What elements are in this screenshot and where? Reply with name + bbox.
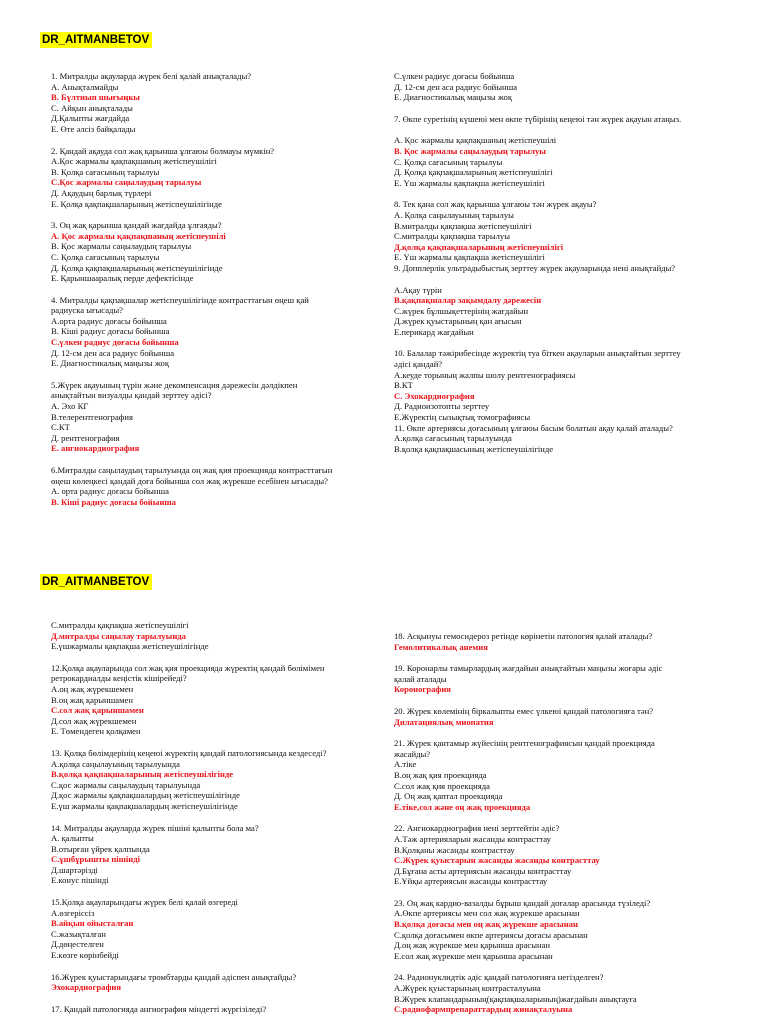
question-line: E. Үш жармалы қақпақша жетіспеушілігі: [394, 252, 545, 263]
question-block: [51, 146, 381, 210]
question-line: B. Кіші радиус доғасы бойынша: [51, 326, 170, 337]
page2-left-column: [51, 620, 381, 1014]
question-block: [51, 380, 381, 454]
question-line: E.перикард жағдайын: [394, 326, 474, 337]
question-line: B.Жүрек клапандарының(қақпақшаларының)жағдайын анықтауға: [394, 993, 637, 1004]
question-block: [394, 348, 754, 422]
question-line: A. Эхо КГ: [51, 401, 89, 412]
question-line: 23. Оң жақ кардио-вазалды бұрыш қандай доғалар арасында түзіледі?: [394, 897, 651, 908]
answer-highlight: Д.митралды саңылау тарылуында: [51, 630, 186, 641]
page2-right-column: [394, 631, 754, 1015]
question-line: E. Қарыншааралық перде дефектісінде: [51, 273, 194, 284]
answer-highlight: C.сол жақ қарыншамен: [51, 705, 144, 716]
question-block: [394, 210, 754, 274]
question-line: Д.дөңестелген: [51, 939, 104, 950]
question-line: B.оң жақ қарыншамен: [51, 694, 133, 705]
question-line: 22. Ангиокардиография нені зерттейтін әдіс?: [394, 823, 560, 834]
question-line: A.Тәж артерияларын жасанды контрасттау: [394, 833, 551, 844]
question-line: ретрокардиалды кеңістік кішірейеді?: [51, 673, 187, 684]
question-line: C. Айқын анықталады: [51, 102, 133, 113]
question-block: [394, 135, 754, 188]
question-line: E. Үш жармалы қақпақша жетіспеушілігі: [394, 177, 545, 188]
question-line: A. Қолқа саңылауының тарылуы: [394, 209, 514, 220]
question-line: 13. Қолқа бөлімдерінің кеңеюі жүректің қандай патологиясында кездеседі?: [51, 747, 327, 758]
question-line: 18. Асқынуы гемосидероз ретінде көрінетін патология қалай аталады?: [394, 631, 653, 641]
question-block: [394, 71, 754, 103]
question-line: Д. Радиоизотопты зерттеу: [394, 401, 490, 412]
question-line: 2. Қандай ақауда сол жақ қарынша ұлғаюы болмауы мүмкін?: [51, 145, 275, 156]
question-line: A.орта радиус доғасы бойынша: [51, 315, 167, 326]
question-line: Д. Ақаудың барлық түрлері: [51, 187, 152, 198]
question-line: A.кеуде торының жалпы шолу рентгенографиясы: [394, 369, 576, 380]
question-line: 10. Балалар тәжірибесінде жүректің туа біткен ақауларын анықтайтын зерттеу: [394, 348, 681, 359]
answer-highlight: C.ұшбұрышты пішінді: [51, 854, 140, 865]
question-block: [394, 631, 754, 652]
question-block: [394, 423, 754, 455]
question-line: A.Ақау түрін: [394, 284, 442, 295]
question-line: Д. рентгенография: [51, 432, 120, 443]
question-line: B.КТ: [394, 380, 413, 391]
question-line: 14. Митралды ақауларда жүрек пішіні қалыпты бола ма?: [51, 822, 259, 833]
question-line: E.үшжармалы қақпақша жетіспеушілігінде: [51, 641, 209, 652]
question-block: [394, 706, 754, 727]
answer-highlight: E.тіке,сол және оң жақ проекцияда: [394, 801, 531, 812]
question-line: 6.Митралды саңылаудың тарылуында оң жақ қия проекцияда контрасттағын: [51, 465, 333, 475]
question-line: C.қолқа доғасымен өкпе артериясы доғасы арасынан: [394, 929, 588, 940]
question-line: A.өзгеріссіз: [51, 907, 95, 918]
question-line: E.үш жармалы қақпақшалардың жетіспеушілігінде: [51, 800, 238, 811]
question-line: 8. Тек қана сол жақ қарынша ұлғаюы тән жүрек ақауы?: [394, 199, 597, 210]
question-block: [394, 114, 754, 125]
question-line: B.митралды қақпақша жетіспеушілігі: [394, 220, 532, 231]
question-line: 12.Қолқа ақауларында сол жақ қия проекцияда жүректің қандай бөлімімен: [51, 662, 325, 673]
question-line: анықтайтын визуалды қандай зерттеу әдісі?: [51, 390, 212, 401]
question-block: [51, 823, 381, 887]
question-line: E.конус пішінді: [51, 875, 109, 886]
question-line: E. Диагностикалық маңызы жоқ: [51, 358, 170, 369]
question-line: Д. Қолқа қақпақшаларының жетіспеушілігі: [394, 167, 553, 178]
answer-highlight: B.айқын ойысталған: [51, 918, 134, 929]
question-line: өңеш көлеңкесі қандай доға бойынша сол жақ жүрекше есебінен ығысады?: [51, 475, 328, 486]
question-line: E. Өте әлсіз байқалады: [51, 123, 136, 134]
page1-right-column: [394, 71, 754, 454]
question-line: E. Төмендеген қолқамен: [51, 726, 141, 737]
answer-highlight: B.қақпақшалар зақымдалу дәрежесін: [394, 295, 542, 306]
question-line: C.жазықталған: [51, 928, 106, 939]
question-line: C.үлкен радиус доғасы бойынша: [394, 71, 515, 81]
question-line: Д.оң жақ жүрекше мен қарынша арасынан: [394, 940, 550, 951]
question-line: B.Қолқаны жасанды контрасттау: [394, 844, 515, 855]
question-block: [394, 738, 754, 812]
question-block: [51, 295, 381, 369]
question-line: 9. Допплерлік ультрадыбыстық зерттеу жүрек ақауларында нені анықтайды?: [394, 262, 676, 273]
question-block: [51, 663, 381, 737]
answer-highlight: E. ангиокардиография: [51, 443, 140, 454]
question-line: A. Анықталмайды: [51, 81, 119, 92]
question-line: 17. Қандай патологияда ангиография міндетті жүргізіледі?: [51, 1003, 267, 1014]
question-block: [51, 897, 381, 961]
question-line: A.қолқа саңылауының тарылуында: [51, 758, 180, 769]
question-line: C.жүрек бұлшықеттерінің жағдайын: [394, 305, 529, 316]
question-line: B.оң жақ қия проекцияда: [394, 769, 487, 780]
question-line: A.оң жақ жүрекшемен: [51, 683, 134, 694]
question-line: Д. Қолқа қақпақшаларының жетіспеушілігінде: [51, 262, 223, 273]
question-line: B.отырған үйрек қалпында: [51, 843, 150, 854]
answer-highlight: Гемолитикалық анемия: [394, 641, 488, 652]
question-line: 20. Жүрек көлемінің біркалыпты емес үлкеюі қандай патологияға тән?: [394, 705, 654, 716]
question-block: [51, 972, 381, 993]
question-line: E. Қолқа қақпақшаларының жетіспеушілігінде: [51, 198, 222, 209]
question-line: 15.Қолқа ақауларындағы жүрек белі қалай өзгереді: [51, 897, 238, 908]
question-line: 16.Жүрек қуыстарындағы тромбтарды қандай әдіспен анықтайды?: [51, 971, 297, 982]
question-block: [51, 1004, 381, 1015]
question-line: 3. Оң жақ қарынша қандай жағдайда ұлғаяды?: [51, 220, 222, 231]
page1-header: DR_AITMANBETOV: [40, 32, 152, 48]
question-block: [51, 465, 381, 507]
page1-left-column: [51, 71, 381, 507]
answer-highlight: B. Бүлтиып шығыңкы: [51, 92, 141, 103]
page2-header: DR_AITMANBETOV: [40, 574, 152, 590]
question-line: Д. Оң жақ қаптал проекцияда: [394, 791, 503, 802]
question-block: [394, 972, 754, 1014]
question-line: E.Ұйқы артериясын жасанды контрасттау: [394, 876, 548, 887]
question-line: C. Қолқа сағасының тарылуы: [51, 251, 160, 262]
question-line: Д.шартәрізді: [51, 864, 98, 875]
answer-highlight: Дилатациялық миопатия: [394, 716, 494, 727]
answer-highlight: B. Кіші радиус доғасы бойынша: [51, 496, 176, 507]
question-line: жасайды?: [394, 748, 431, 759]
question-line: Д. 12-см ден аса радиус бойынша: [394, 81, 518, 92]
question-line: A. орта радиус доғасы бойынша: [51, 486, 169, 497]
answer-highlight: C.радиофармпрепараттардың жинақталуына: [394, 1004, 573, 1015]
question-line: E.Жүректің сызықтық томографиясы: [394, 412, 531, 423]
answer-highlight: C.үлкен радиус доғасы бойынша: [51, 337, 179, 348]
question-line: A.қолқа сағасының тарылуында: [394, 433, 512, 444]
question-line: C.митралды қақпақша жетіспеушілігі: [51, 620, 189, 630]
answer-highlight: C.Жүрек қуыстарын жасанды жасанды контрасттау: [394, 855, 600, 866]
question-line: C.сол жақ қия проекцияда: [394, 780, 490, 791]
question-line: A. Қос жармалы қақпақшаның жетіспеушілі: [394, 135, 557, 146]
question-line: B.телерентгенография: [51, 411, 133, 422]
answer-highlight: Д.қолқа қақпақшаларының жетіспеушілігі: [394, 241, 564, 252]
question-line: E.көзге көрінбейді: [51, 950, 119, 961]
answer-highlight: A. Қос жармалы қақпақшаның жетіспеушілі: [51, 230, 226, 241]
question-block: [394, 898, 754, 962]
question-line: Д.Бұғана асты артериясын жасанды контрасттау: [394, 865, 572, 876]
question-block: [51, 71, 381, 135]
answer-highlight: C. Эхокардиография: [394, 390, 475, 401]
answer-highlight: Коронография: [394, 684, 451, 695]
question-line: Д.сол жақ жүрекшемен: [51, 715, 137, 726]
question-line: C.КТ: [51, 422, 70, 433]
question-line: C.митралды қақпақша тарылуы: [394, 231, 510, 242]
question-line: B. Қолқа сағасының тарылуы: [51, 166, 160, 177]
question-line: 24. Радионуклидтік әдіс қандай патологияға негізделген?: [394, 972, 604, 983]
question-line: E. Диагностикалық маңызы жоқ: [394, 92, 513, 103]
question-line: C. Қолқа сағасының тарылуы: [394, 156, 503, 167]
question-line: 19. Коронарлы тамырлардың жағдайын анықтайтын маңызы жоғары әдіс: [394, 663, 663, 674]
question-line: B. Қос жармалы саңылаудың тарылуы: [51, 241, 192, 252]
question-block: [51, 748, 381, 812]
question-line: қалай аталады: [394, 673, 447, 684]
question-line: B.қолқа қақпақшасының жетіспеушілігінде: [394, 443, 554, 454]
question-line: әдісі қандай?: [394, 359, 443, 370]
answer-highlight: C.Қос жармалы саңылаудың тарылуы: [51, 177, 202, 188]
question-line: E.сол жақ жүрекше мен қарынша арасынан: [394, 950, 553, 961]
question-line: радиуска ығысады?: [51, 305, 123, 316]
question-line: 7. Өкпе суретінің күшеюі мен өкпе түбірінің кеңеюі тән жүрек ақауын атаңыз.: [394, 113, 682, 124]
question-line: Д.қос жармалы қақпақшалардың жетіспеушілігінде: [51, 790, 240, 801]
question-line: 4. Митралды қақпақшалар жетіспеушілігінде контрасттағын өңеш қай: [51, 294, 309, 305]
question-line: A.Өкпе артериясы мен сол жақ жүрекше арасынан: [394, 908, 580, 919]
question-line: C.қос жармалы саңылаудың тарылуында: [51, 779, 201, 790]
question-line: A.Қос жармалы қақпақшаның жетіспеушілігі: [51, 156, 217, 167]
question-line: A.Жүрек қуыстарының контрасталуына: [394, 983, 541, 994]
answer-highlight: B. Қос жармалы саңылаудың тарылуы: [394, 145, 546, 156]
question-block: [394, 823, 754, 887]
answer-highlight: Эхокардиография: [51, 982, 122, 993]
question-line: A. қалыпты: [51, 833, 94, 844]
question-line: Д.жүрек қуыстарының қан ағысын: [394, 316, 522, 327]
question-line: 1. Митралды ақауларда жүрек белі қалай анықталады?: [51, 71, 252, 81]
answer-highlight: B.қолқа доғасы мен оң жақ жүрекше арасынан: [394, 919, 578, 930]
question-line: A.тіке: [394, 759, 417, 770]
question-line: 5.Жүрек ақауының түрін және декомпенсация дәрежесін дәлдікпен: [51, 379, 298, 390]
question-block: [51, 620, 381, 652]
question-line: Д. 12-см ден аса радиус бойынша: [51, 347, 175, 358]
question-line: 11. Өкпе артериясы доғасының ұлғаюы басым болатын ақау қалай аталады?: [394, 422, 673, 433]
question-line: 21. Жүрек қантамыр жүйесінің рентгенографиясын қандай проекцияда: [394, 738, 655, 749]
question-block: [394, 199, 754, 210]
question-block: [394, 285, 754, 338]
question-line: Д.Қалыпты жағдайда: [51, 113, 130, 124]
question-block: [394, 663, 754, 695]
question-block: [51, 220, 381, 284]
answer-highlight: B.қолқа қақпақшаларының жетіспеушілігінде: [51, 769, 234, 780]
